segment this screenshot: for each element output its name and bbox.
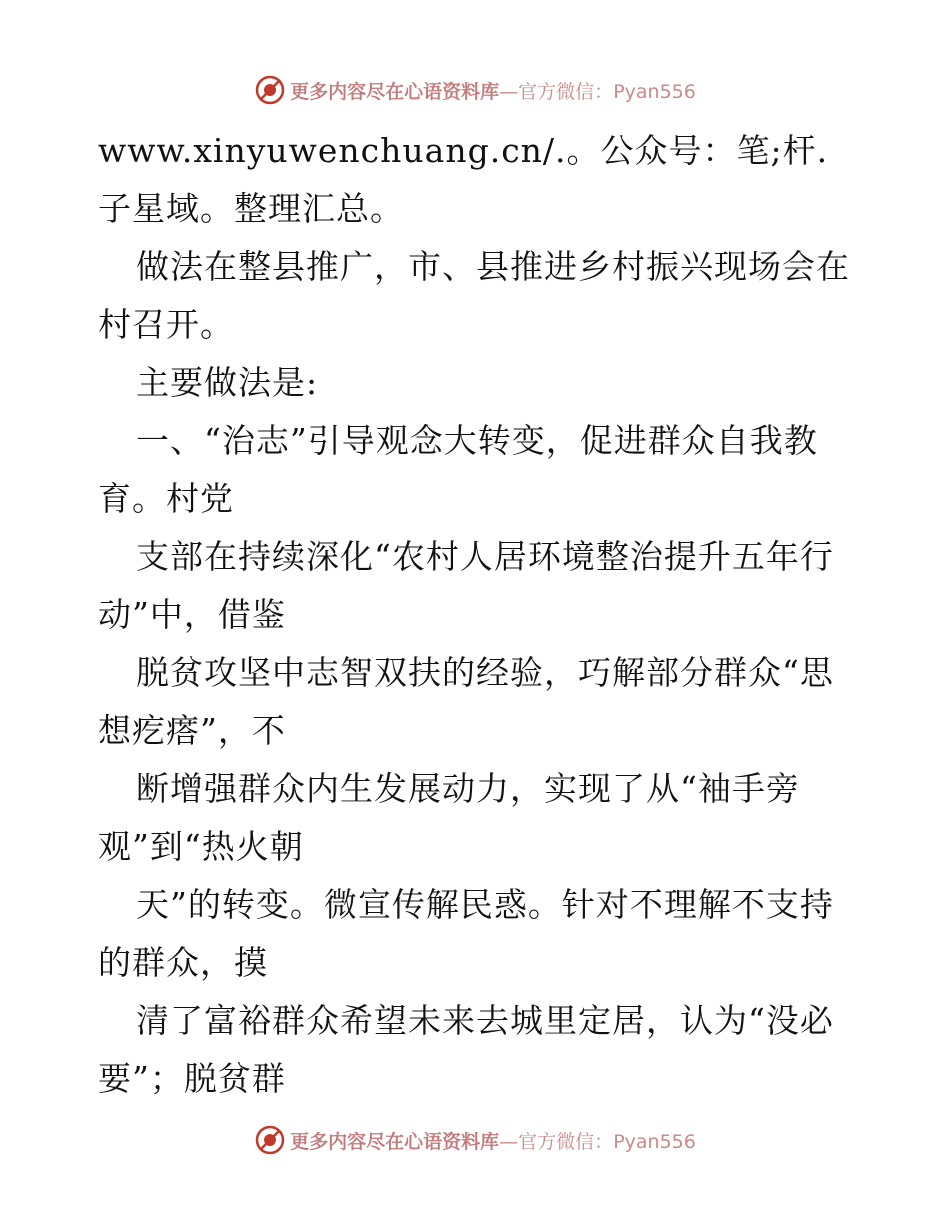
paragraph: 脱贫攻坚中志智双扶的经验，巧解部分群众“思想疙瘩”，不 <box>98 653 834 750</box>
paragraph: 主要做法是: <box>136 363 319 402</box>
banner-dash: — <box>499 1130 519 1153</box>
banner-text <box>290 1127 696 1154</box>
pen-logo-icon <box>254 1124 286 1156</box>
paragraph: www.xinyuwenchuang.cn/.。公众号：笔;杆.子星域。整理汇总。 <box>98 131 829 228</box>
paragraph: 一、“治志”引导观念大转变，促进群众自我教育。村党 <box>98 421 818 518</box>
paragraph: 做法在整县推广，市、县推进乡村振兴现场会在村召开。 <box>98 247 850 344</box>
banner-official-text: 官方微信： <box>518 80 614 103</box>
footer-banner <box>0 1120 950 1160</box>
banner-wechat-id: Pyan556 <box>613 80 696 103</box>
pen-logo-icon <box>254 74 286 106</box>
banner-text <box>290 77 696 104</box>
paragraph: 清了富裕群众希望未来去城里定居，认为“没必要”；脱贫群 <box>98 1001 834 1098</box>
header-banner <box>0 70 950 110</box>
banner-wechat-id: Pyan556 <box>613 1130 696 1153</box>
paragraph: 支部在持续深化“农村人居环境整治提升五年行动”中，借鉴 <box>98 537 834 634</box>
document-body <box>98 122 858 1108</box>
banner-main-text: 更多内容尽在心语资料库 <box>290 1130 500 1153</box>
banner-official-text: 官方微信： <box>518 1130 614 1153</box>
paragraph: 断增强群众内生发展动力，实现了从“袖手旁观”到“热火朝 <box>98 769 800 866</box>
paragraph: 天”的转变。微宣传解民惑。针对不理解不支持的群众，摸 <box>98 885 834 982</box>
banner-main-text: 更多内容尽在心语资料库 <box>290 80 500 103</box>
banner-dash: — <box>499 80 519 103</box>
